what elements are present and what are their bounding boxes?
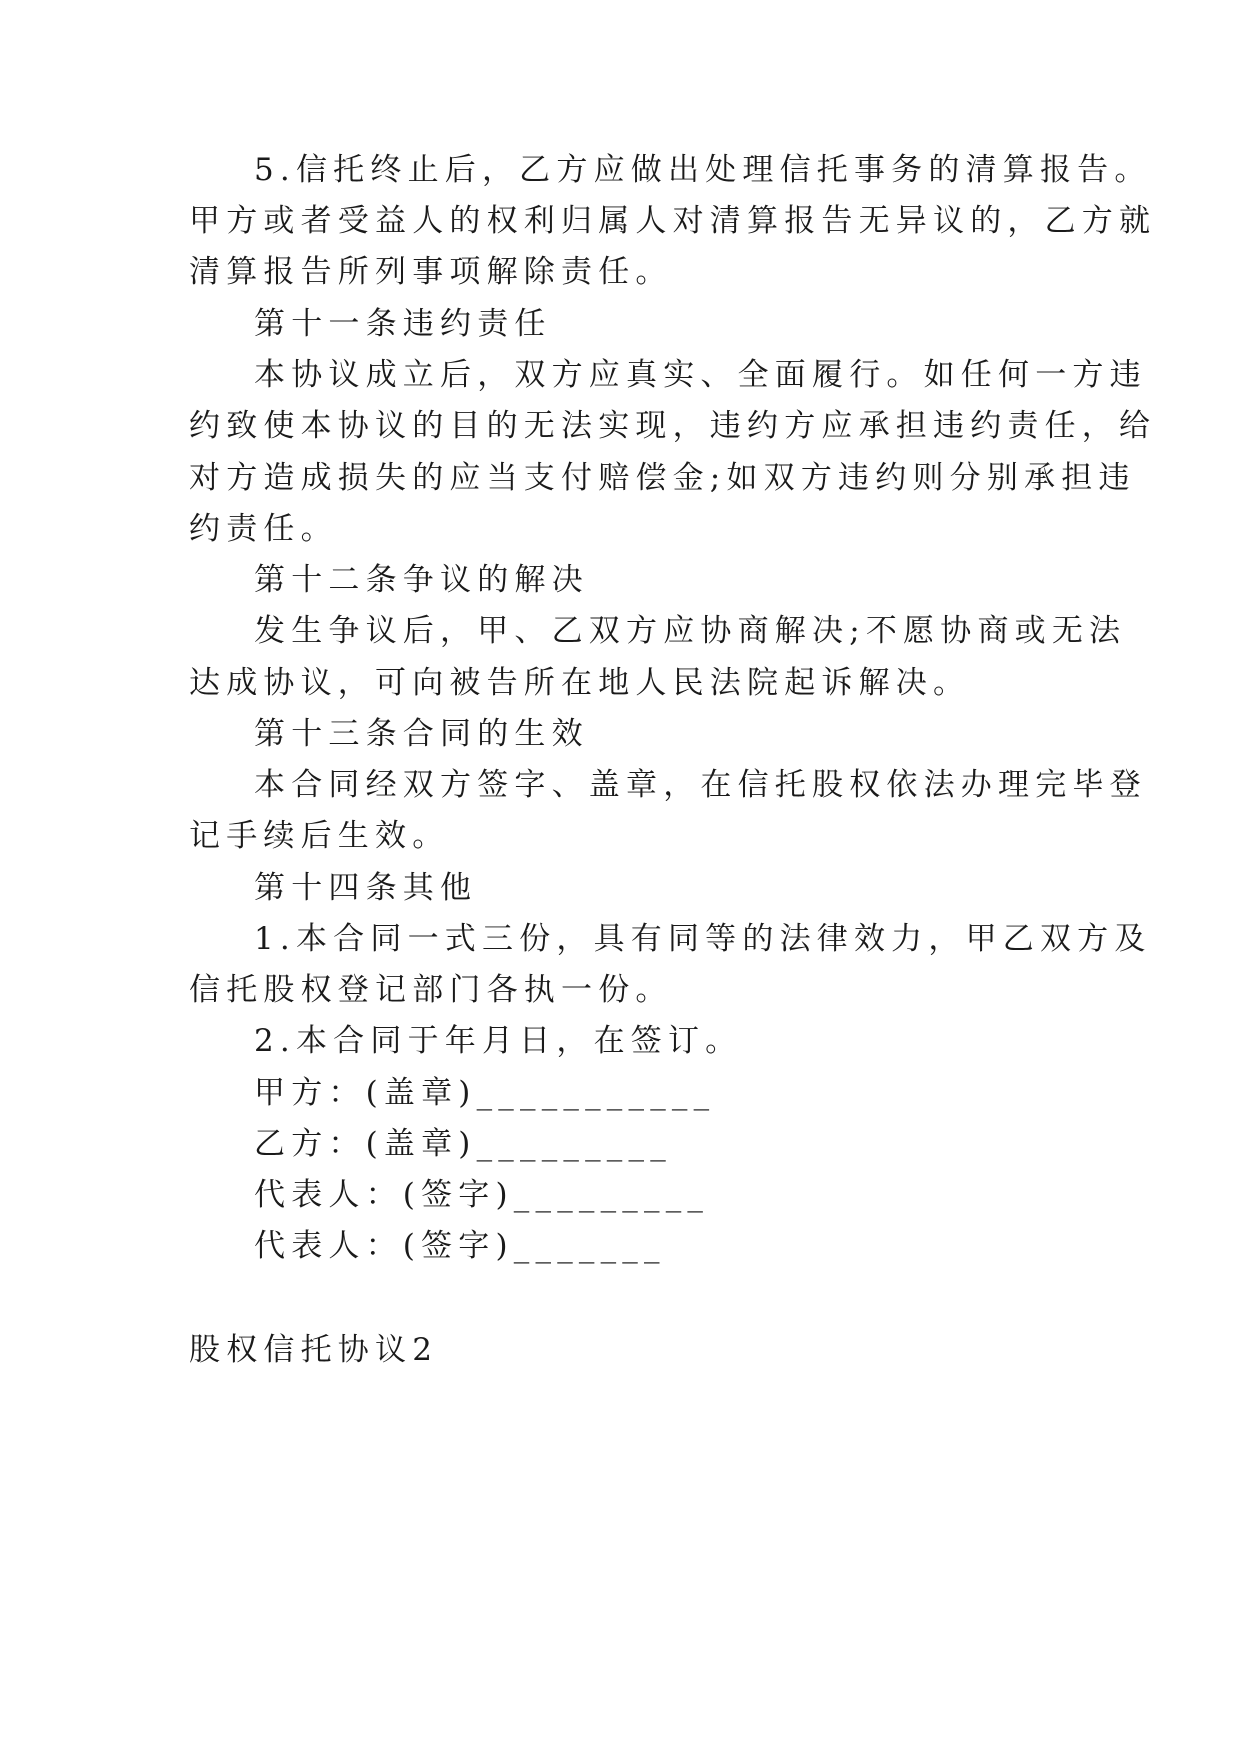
section-heading: 第十四条其他 [254, 870, 478, 906]
paragraph-line: 本协议成立后，双方应真实、全面履行。如任何一方违 [254, 357, 1147, 393]
section-heading: 第十三条合同的生效 [254, 716, 589, 752]
section-heading: 第十二条争议的解决 [254, 562, 589, 598]
paragraph-line: 本合同经双方签字、盖章，在信托股权依法办理完毕登 [254, 767, 1147, 803]
paragraph-line: 1.本合同一式三份，具有同等的法律效力，甲乙双方及 [254, 921, 1152, 957]
signature-line: 甲方：(盖章)___________ [254, 1075, 716, 1111]
section-heading: 第十一条违约责任 [254, 306, 552, 342]
signature-line: 乙方：(盖章)_________ [254, 1126, 672, 1162]
paragraph-line: 约责任。 [189, 511, 338, 547]
paragraph-line: 约致使本协议的目的无法实现，违约方应承担违约责任，给 [189, 408, 1157, 444]
paragraph-line: 记手续后生效。 [189, 818, 450, 854]
paragraph-line: 对方造成损失的应当支付赔偿金;如双方违约则分别承担违 [189, 460, 1136, 496]
paragraph-line: 达成协议，可向被告所在地人民法院起诉解决。 [189, 665, 971, 701]
paragraph-line: 5.信托终止后，乙方应做出处理信托事务的清算报告。 [254, 152, 1152, 188]
paragraph-line: 甲方或者受益人的权利归属人对清算报告无异议的，乙方就 [189, 203, 1157, 239]
paragraph-line: 信托股权登记部门各执一份。 [189, 972, 673, 1008]
paragraph-line: 2.本合同于年月日，在签订。 [254, 1023, 743, 1059]
signature-line: 代表人：(签字)_______ [254, 1228, 666, 1264]
paragraph-line: 清算报告所列事项解除责任。 [189, 254, 673, 290]
signature-line: 代表人：(签字)_________ [254, 1177, 710, 1213]
document-title: 股权信托协议2 [189, 1332, 439, 1368]
paragraph-line: 发生争议后，甲、乙双方应协商解决;不愿协商或无法 [254, 613, 1127, 649]
